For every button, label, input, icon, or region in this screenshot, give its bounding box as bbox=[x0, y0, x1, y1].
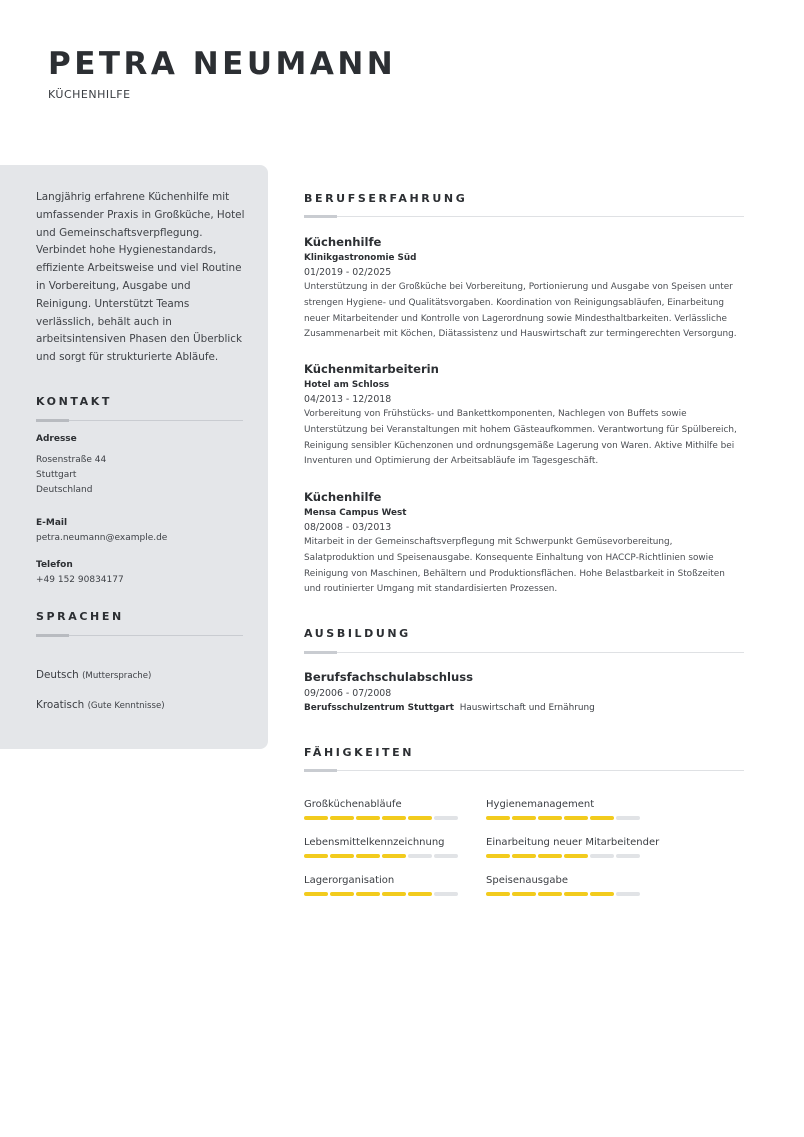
experience-heading: BERUFSERFAHRUNG bbox=[304, 192, 468, 205]
job-title: Küchenhilfe bbox=[304, 235, 382, 249]
skill-segment-filled bbox=[304, 854, 328, 858]
language-level: (Muttersprache) bbox=[82, 671, 152, 681]
skill-segment-filled bbox=[330, 892, 354, 896]
skill-segment-filled bbox=[486, 816, 510, 820]
skill-item bbox=[304, 836, 464, 858]
skill-segment-filled bbox=[590, 816, 614, 820]
phone-number[interactable]: +49 152 90834177 bbox=[36, 575, 124, 585]
skill-segment-filled bbox=[512, 854, 536, 858]
job-dates: 04/2013 - 12/2018 bbox=[304, 394, 392, 405]
skill-segment-empty bbox=[616, 816, 640, 820]
skill-segment-filled bbox=[538, 892, 562, 896]
education-field: Hauswirtschaft und Ernährung bbox=[459, 703, 595, 713]
skill-segment-filled bbox=[564, 854, 588, 858]
language-name: Deutsch bbox=[36, 669, 79, 681]
email-link[interactable]: petra.neumann@example.de bbox=[36, 533, 168, 543]
skill-segment-filled bbox=[538, 816, 562, 820]
job-entry bbox=[304, 361, 744, 470]
skill-segment-filled bbox=[382, 892, 406, 896]
education-institution-line bbox=[304, 701, 744, 716]
skill-item bbox=[486, 798, 646, 820]
skill-segment-filled bbox=[330, 816, 354, 820]
skill-segment-filled bbox=[486, 892, 510, 896]
skill-segment-filled bbox=[356, 892, 380, 896]
job-entry bbox=[304, 489, 744, 598]
skill-level-bar bbox=[304, 892, 464, 896]
job-description: Unterstützung in der Großküche bei Vorbereitung, Portionierung und Ausgabe von Speisen unter strengen Hygiene- und Qualitätsvorgaben. Koordination von Reinigungsabläufen, Einarbeitung neuer Mitarbeitender und Kontrolle von Lagerordnung sowie Mindesthaltbarkeiten. Verlässliche Zusammenarbeit mit Köchen, Diätassistenz und Hauswirtschaft zur termingerechten Versorgung. bbox=[304, 282, 737, 340]
skill-level-bar bbox=[486, 892, 646, 896]
job-description: Mitarbeit in der Gemeinschaftsverpflegung mit Schwerpunkt Gemüsevorbereitung, Salatproduktion und Speisenausgabe. Konsequente Einhaltung von HACCP-Richtlinien sowie Reinigung von Maschinen, Behältern und Produktionsflächen. Hohe Belastbarkeit in Stoßzeiten und routinierter Umgang mit standardisierten Prozessen. bbox=[304, 537, 725, 595]
skill-segment-filled bbox=[512, 816, 536, 820]
address-line-country: Deutschland bbox=[36, 485, 93, 495]
job-dates: 08/2008 - 03/2013 bbox=[304, 522, 392, 533]
contact-heading: KONTAKT bbox=[36, 395, 112, 408]
skill-item bbox=[304, 874, 464, 896]
job-dates: 01/2019 - 02/2025 bbox=[304, 267, 392, 278]
skill-name: Lebensmittelkennzeichnung bbox=[304, 837, 445, 848]
skill-segment-empty bbox=[434, 892, 458, 896]
education-dates: 09/2006 - 07/2008 bbox=[304, 688, 392, 699]
skill-segment-filled bbox=[356, 854, 380, 858]
experience-divider bbox=[304, 216, 744, 217]
skill-segment-filled bbox=[330, 854, 354, 858]
skill-segment-filled bbox=[382, 854, 406, 858]
candidate-role: KÜCHENHILFE bbox=[48, 88, 131, 101]
job-description: Vorbereitung von Frühstücks- und Bankettkomponenten, Nachlegen von Buffets sowie Unterstützung bei Veranstaltungen mit hohem Gästeaufkommen. Verantwortung für Spülbereich, Reinigung sensibler Küchenzonen und ordnungsgemäße Lagerung von Waren. Aktive Mithilfe bei Inventuren und Optimierung der Arbeitsabläufe im Tagesgeschäft. bbox=[304, 409, 737, 467]
languages-divider bbox=[36, 635, 243, 636]
skill-item bbox=[486, 874, 646, 896]
skill-segment-empty bbox=[616, 854, 640, 858]
job-company: Hotel am Schloss bbox=[304, 380, 390, 390]
skills-heading: FÄHIGKEITEN bbox=[304, 746, 415, 759]
skill-segment-empty bbox=[616, 892, 640, 896]
profile-summary: Langjährig erfahrene Küchenhilfe mit umfassender Praxis in Großküche, Hotel und Gemeinschaftsverpflegung. Verbindet hohe Hygienestandards, effiziente Arbeitsweise und viel Routine in Vorbereitung, Ausgabe und Reinigung. Unterstützt Teams verlässlich, behält auch in arbeitsintensiven Phasen den Überblick und sorgt für strukturierte Abläufe. bbox=[36, 191, 245, 364]
language-item bbox=[36, 699, 165, 711]
sidebar bbox=[0, 165, 268, 749]
language-item bbox=[36, 669, 151, 681]
skill-segment-empty bbox=[590, 854, 614, 858]
skill-name: Lagerorganisation bbox=[304, 875, 395, 886]
education-degree: Berufsfachschulabschluss bbox=[304, 670, 474, 684]
skill-segment-empty bbox=[408, 854, 432, 858]
skill-level-bar bbox=[304, 854, 464, 858]
skill-segment-filled bbox=[304, 816, 328, 820]
skill-segment-filled bbox=[408, 816, 432, 820]
languages-heading: SPRACHEN bbox=[36, 610, 124, 623]
contact-divider bbox=[36, 420, 243, 421]
skill-segment-filled bbox=[538, 854, 562, 858]
skill-segment-empty bbox=[434, 816, 458, 820]
skill-segment-filled bbox=[408, 892, 432, 896]
skill-segment-filled bbox=[304, 892, 328, 896]
address-line-city: Stuttgart bbox=[36, 470, 77, 480]
skill-segment-filled bbox=[486, 854, 510, 858]
skill-level-bar bbox=[486, 854, 646, 858]
job-title: Küchenmitarbeiterin bbox=[304, 362, 439, 376]
candidate-name: PETRA NEUMANN bbox=[48, 46, 397, 82]
skill-segment-filled bbox=[512, 892, 536, 896]
skill-segment-filled bbox=[590, 892, 614, 896]
job-title: Küchenhilfe bbox=[304, 490, 382, 504]
skill-item bbox=[304, 798, 464, 820]
address-line-street: Rosenstraße 44 bbox=[36, 455, 107, 465]
job-entry bbox=[304, 234, 744, 343]
skill-item bbox=[486, 836, 660, 858]
job-company: Klinikgastronomie Süd bbox=[304, 253, 417, 263]
skill-level-bar bbox=[486, 816, 646, 820]
education-entry bbox=[304, 669, 744, 716]
skill-segment-filled bbox=[564, 816, 588, 820]
skill-name: Einarbeitung neuer Mitarbeitender bbox=[486, 837, 660, 848]
skill-segment-filled bbox=[382, 816, 406, 820]
education-heading: AUSBILDUNG bbox=[304, 627, 411, 640]
address-label: Adresse bbox=[36, 434, 77, 444]
skill-segment-filled bbox=[564, 892, 588, 896]
language-name: Kroatisch bbox=[36, 699, 85, 711]
language-level: (Gute Kenntnisse) bbox=[87, 701, 165, 711]
education-school: Berufsschulzentrum Stuttgart bbox=[304, 703, 455, 713]
skill-segment-empty bbox=[434, 854, 458, 858]
email-label: E-Mail bbox=[36, 518, 68, 528]
skill-name: Speisenausgabe bbox=[486, 875, 568, 886]
job-company: Mensa Campus West bbox=[304, 508, 407, 518]
phone-label: Telefon bbox=[36, 560, 73, 570]
skills-divider bbox=[304, 770, 744, 771]
education-divider bbox=[304, 652, 744, 653]
skill-name: Großküchenabläufe bbox=[304, 799, 402, 810]
skill-name: Hygienemanagement bbox=[486, 799, 595, 810]
skill-level-bar bbox=[304, 816, 464, 820]
skill-segment-filled bbox=[356, 816, 380, 820]
